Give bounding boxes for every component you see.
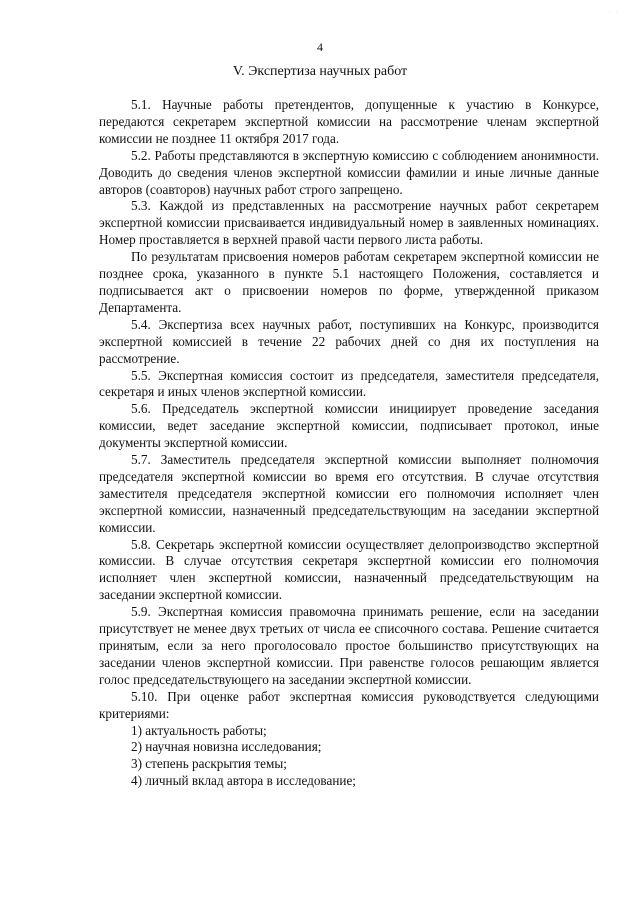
paragraph-5-10: 5.10. При оценке работ экспертная комиссия руководствуется следующими критериями: (99, 688, 599, 721)
scan-corner-mark: · · (608, 10, 620, 16)
page-number: 4 (317, 40, 323, 54)
paragraph-5-9: 5.9. Экспертная комиссия правомочна принимать решение, если на заседании присутствует не менее двух третьих от числа ее списочного состава. Решение считается принятым, если за него проголосовало простое большинство присутствующих на заседании членов экспертной комиссии. При равенстве голосов решающим является голос председательствующего на заседании экспертной комиссии. (99, 604, 599, 687)
paragraph-5-1: 5.1. Научные работы претендентов, допущенные к участию в Конкурсе, передаются секретарем экспертной комиссии на рассмотрение членам экспертной комиссии не позднее 11 октября 2017 года. (99, 97, 599, 146)
criteria-item: 4) личный вклад автора в исследование; (131, 773, 356, 789)
paragraph-5-5: 5.5. Экспертная комиссия состоит из председателя, заместителя председателя, секретаря и иных членов экспертной комиссии. (99, 367, 599, 400)
criteria-item: 3) степень раскрытия темы; (131, 756, 287, 772)
paragraph-5-2: 5.2. Работы представляются в экспертную комиссию с соблюдением анонимности. Доводить до сведения членов экспертной комиссии фамилии и иные личные данные авторов (соавторов) научных работ строго запрещено. (99, 147, 599, 197)
paragraph-5-8: 5.8. Секретарь экспертной комиссии осуществляет делопроизводство экспертной комиссии. В случае отсутствия секретаря экспертной комиссии его полномочия исполняет член экспертной комиссии, назначенный председательствующим на заседании экспертной комиссии. (99, 536, 599, 603)
criteria-item: 1) актуальность работы; (131, 722, 267, 738)
paragraph-5-3-act: По результатам присвоения номеров работам секретарем экспертной комиссии не позднее срока, указанного в пункте 5.1 настоящего Положения, составляется и подписывается акт о присвоении номеров по форме, утвержденной приказом Департамента. (99, 249, 599, 315)
paragraph-5-7: 5.7. Заместитель председателя экспертной комиссии выполняет полномочия председателя экспертной комиссии во время его отсутствия. В случае отсутствия заместителя председателя экспертной комиссии его полномочия исполняет член экспертной комиссии, назначенный председательствующим на заседании экспертной комиссии. (99, 452, 599, 535)
paragraph-5-4: 5.4. Экспертиза всех научных работ, поступивших на Конкурс, производится экспертной комиссией в течение 22 рабочих дней со дня их поступления на рассмотрение. (99, 316, 599, 366)
criteria-item: 2) научная новизна исследования; (131, 739, 322, 755)
criteria-list (99, 723, 599, 791)
document-body (99, 97, 599, 790)
paragraph-5-3: 5.3. Каждой из представленных на рассмотрение научных работ секретарем экспертной комиссии присваивается индивидуальный номер в заявленных номинациях. Номер проставляется в верхней правой части первого листа работы. (99, 198, 599, 248)
paragraph-5-6: 5.6. Председатель экспертной комиссии инициирует проведение заседания комиссии, ведет заседание экспертной комиссии, подписывает протокол, иные документы экспертной комиссии. (99, 401, 599, 451)
section-title: V. Экспертиза научных работ (232, 64, 408, 79)
